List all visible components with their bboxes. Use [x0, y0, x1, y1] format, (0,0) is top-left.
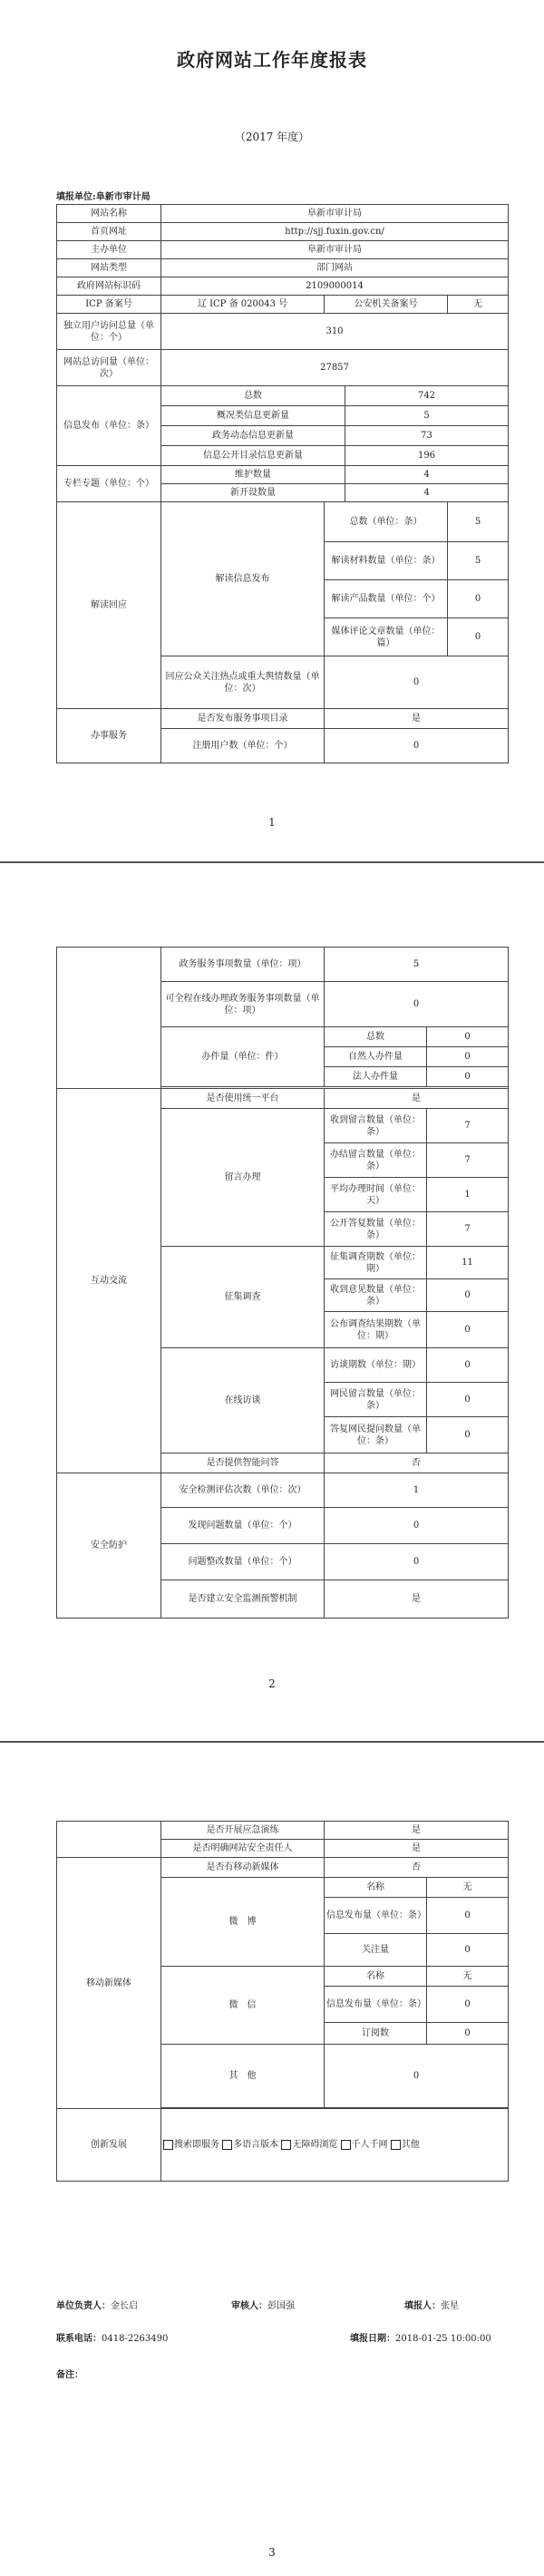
weibo-followers-value: 0 — [427, 1934, 509, 1967]
option-checkbox[interactable] — [222, 2140, 232, 2150]
monitor-mechanism-value: 是 — [325, 1580, 509, 1619]
weibo-posts-label: 信息发布量（单位：条） — [325, 1898, 427, 1934]
filler-field — [404, 2298, 459, 2311]
publish-group-label: 信息发布（单位：条） — [57, 386, 161, 466]
netizen-questions-value: 0 — [427, 1383, 509, 1417]
site-type-label: 网站类型 — [57, 259, 161, 277]
wechat-name-label: 名称 — [325, 1967, 427, 1987]
issues-fixed-value: 0 — [325, 1544, 509, 1580]
handle-count-label: 办件量（单位：件） — [161, 1027, 325, 1087]
innovation-options — [161, 2109, 509, 2182]
wechat-posts-label: 信息发布量（单位：条） — [325, 1987, 427, 2023]
date-value: 2018-01-25 10:00:00 — [395, 2334, 491, 2344]
interpret-group-label: 解读回应 — [57, 502, 161, 709]
reviewer-value: 彭国强 — [267, 2301, 295, 2311]
sponsor-label: 主办单位 — [57, 241, 161, 259]
report-page-3 — [0, 1750, 544, 2576]
weibo-name-label: 名称 — [325, 1878, 427, 1898]
interpret-material-value: 5 — [448, 542, 509, 580]
security-group-label: 安全防护 — [57, 1473, 161, 1619]
interview-periods-label: 访谈期数（单位：期） — [325, 1348, 427, 1383]
service-catalog-label: 是否发布服务事项目录 — [161, 709, 325, 729]
wechat-label: 微 信 — [161, 1967, 325, 2045]
service-group-label: 办事服务 — [57, 709, 161, 763]
site-code-label: 政府网站标识码 — [57, 277, 161, 296]
service-items-label: 政务服务事项数量（单位：项） — [161, 948, 325, 982]
publish-total-label: 总数 — [161, 386, 345, 406]
interpret-media-value: 0 — [448, 618, 509, 656]
respond-hotspot-label: 回应公众关注热点或重大舆情数量（单位：次） — [161, 656, 325, 709]
option-checkbox[interactable] — [163, 2140, 173, 2150]
service-group-cont — [57, 948, 161, 1089]
overview-updates-value: 5 — [345, 406, 509, 426]
reviewer-field — [231, 2298, 295, 2311]
interpret-total-label: 总数（单位：条） — [325, 502, 448, 542]
finished-messages-label: 办结留言数量（单位：条） — [325, 1143, 427, 1178]
site-type-value: 部门网站 — [161, 259, 509, 277]
wechat-posts-value: 0 — [427, 1987, 509, 2023]
security-checks-label: 安全检测评估次数（单位：次） — [161, 1473, 325, 1508]
survey-results-label: 公布调查结果期数（单位：期） — [325, 1312, 427, 1348]
column-group-label: 专栏专题（单位：个） — [57, 466, 161, 502]
option-checkbox[interactable] — [341, 2140, 351, 2150]
wechat-subscribers-label: 订阅数 — [325, 2023, 427, 2045]
filler-label: 填报人： — [404, 2301, 441, 2311]
security-group-cont — [57, 1822, 161, 1858]
received-messages-value: 7 — [427, 1109, 509, 1143]
interact-group-label: 互动交流 — [57, 1089, 161, 1473]
leader-value: 金长启 — [111, 2301, 138, 2311]
emergency-drill-label: 是否开展应急演练 — [161, 1822, 325, 1840]
online-items-value: 0 — [325, 982, 509, 1027]
wechat-name-value: 无 — [427, 1967, 509, 1987]
unique-visitors-value: 310 — [161, 314, 509, 350]
police-record-value: 无 — [448, 296, 509, 314]
legal-handle-value: 0 — [427, 1067, 509, 1087]
column-maintained-value: 4 — [345, 466, 509, 484]
other-media-value: 0 — [325, 2045, 509, 2108]
dynamic-updates-value: 73 — [345, 426, 509, 446]
report-table-part-1 — [56, 204, 509, 763]
interpret-material-label: 解读材料数量（单位：条） — [325, 542, 448, 580]
other-media-label: 其 他 — [161, 2045, 325, 2108]
interview-periods-value: 0 — [427, 1348, 509, 1383]
avg-handle-time-label: 平均办理时间（单位：天） — [325, 1178, 427, 1212]
publish-total-value: 742 — [345, 386, 509, 406]
monitor-mechanism-label: 是否建立安全监测预警机制 — [161, 1580, 325, 1619]
column-new-value: 4 — [345, 484, 509, 502]
option-multilingual: 多语言版本 — [233, 2140, 279, 2150]
answered-questions-label: 答复网民提问数量（单位：条） — [325, 1417, 427, 1453]
received-messages-label: 收到留言数量（单位：条） — [325, 1109, 427, 1143]
total-views-label: 网站总访问量（单位：次） — [57, 350, 161, 386]
online-items-label: 可全程在线办理政务服务事项数量（单位：项） — [161, 982, 325, 1027]
innovation-group-label: 创新发展 — [57, 2109, 161, 2182]
homepage-value: http://sjj.fuxin.gov.cn/ — [161, 223, 509, 241]
report-year: （2017 年度） — [234, 131, 310, 143]
option-search-service: 搜索即服务 — [174, 2140, 219, 2150]
avg-handle-time-value: 1 — [427, 1178, 509, 1212]
leader-label: 单位负责人： — [56, 2301, 111, 2311]
sponsor-value: 阜新市审计局 — [161, 241, 509, 259]
dynamic-updates-label: 政务动态信息更新量 — [161, 426, 345, 446]
phone-value: 0418-2263490 — [102, 2334, 169, 2344]
message-handling-label: 留言办理 — [161, 1109, 325, 1247]
report-page-1 — [0, 0, 544, 852]
filling-unit: 填报单位:阜新市审计局 — [56, 192, 151, 202]
interpret-total-value: 5 — [448, 502, 509, 542]
report-table-part-2 — [56, 947, 509, 1619]
site-name-value: 阜新市审计局 — [161, 205, 509, 223]
handle-total-value: 0 — [427, 1027, 509, 1047]
has-mobile-label: 是否有移动新媒体 — [161, 1858, 325, 1878]
weibo-followers-label: 关注量 — [325, 1934, 427, 1967]
smart-qa-value: 否 — [325, 1453, 509, 1473]
legal-handle-label: 法人办件量 — [325, 1067, 427, 1087]
security-owner-value: 是 — [325, 1840, 509, 1858]
phone-label: 联系电话： — [56, 2334, 102, 2344]
report-page-2 — [0, 870, 544, 1732]
wechat-subscribers-value: 0 — [427, 2023, 509, 2045]
filler-value: 张星 — [441, 2301, 459, 2311]
phone-field — [56, 2330, 168, 2344]
leader-field — [56, 2298, 138, 2311]
option-personalized: 千人千网 — [351, 2140, 388, 2150]
homepage-label: 首页网址 — [57, 223, 161, 241]
registered-users-label: 注册用户数（单位：个） — [161, 729, 325, 763]
registered-users-value: 0 — [325, 729, 509, 763]
catalog-updates-label: 信息公开目录信息更新量 — [161, 446, 345, 466]
security-checks-value: 1 — [325, 1473, 509, 1508]
note-label: 备注： — [56, 2370, 83, 2380]
netizen-questions-label: 网民留言数量（单位：条） — [325, 1383, 427, 1417]
weibo-name-value: 无 — [427, 1878, 509, 1898]
weibo-label: 微 博 — [161, 1878, 325, 1967]
survey-periods-value: 11 — [427, 1247, 509, 1279]
option-checkbox[interactable] — [281, 2140, 291, 2150]
security-owner-label: 是否明确网站安全责任人 — [161, 1840, 325, 1858]
page-number-3: 3 — [268, 2546, 276, 2559]
report-table-part-3 — [56, 1821, 509, 2182]
option-accessibility: 无障碍浏览 — [292, 2140, 338, 2150]
total-views-value: 27857 — [161, 350, 509, 386]
page-number-2: 2 — [268, 1677, 276, 1690]
survey-results-value: 0 — [427, 1312, 509, 1348]
opinions-label: 收到意见数量（单位：条） — [325, 1279, 427, 1312]
service-catalog-value: 是 — [325, 709, 509, 729]
column-new-label: 新开设数量 — [161, 484, 345, 502]
option-checkbox[interactable] — [391, 2140, 401, 2150]
interpret-product-label: 解读产品数量（单位：个） — [325, 580, 448, 618]
person-handle-label: 自然人办件量 — [325, 1047, 427, 1067]
page-number-1: 1 — [268, 816, 276, 829]
date-field — [350, 2330, 491, 2344]
issues-found-label: 发现问题数量（单位：个） — [161, 1508, 325, 1544]
smart-qa-label: 是否提供智能问答 — [161, 1453, 325, 1473]
page-divider — [0, 1741, 544, 1743]
interpret-sub-label: 解读信息发布 — [161, 502, 325, 656]
unified-platform-value: 是 — [325, 1089, 509, 1109]
issues-found-value: 0 — [325, 1508, 509, 1544]
public-replies-value: 7 — [427, 1212, 509, 1247]
reviewer-label: 审核人： — [231, 2301, 267, 2311]
unique-visitors-label: 独立用户访问总量（单位：个） — [57, 314, 161, 350]
police-record-label: 公安机关备案号 — [325, 296, 448, 314]
interpret-product-value: 0 — [448, 580, 509, 618]
has-mobile-value: 否 — [325, 1858, 509, 1878]
survey-periods-label: 征集调查期数（单位：期） — [325, 1247, 427, 1279]
answered-questions-value: 0 — [427, 1417, 509, 1453]
opinions-value: 0 — [427, 1279, 509, 1312]
weibo-posts-value: 0 — [427, 1898, 509, 1934]
person-handle-value: 0 — [427, 1047, 509, 1067]
icp-label: ICP 备案号 — [57, 296, 161, 314]
unified-platform-label: 是否使用统一平台 — [161, 1089, 325, 1109]
handle-total-label: 总数 — [325, 1027, 427, 1047]
respond-hotspot-value: 0 — [325, 656, 509, 709]
date-label: 填报日期： — [350, 2334, 395, 2344]
issues-fixed-label: 问题整改数量（单位：个） — [161, 1544, 325, 1580]
site-code-value: 2109000014 — [161, 277, 509, 296]
emergency-drill-value: 是 — [325, 1822, 509, 1840]
online-interview-label: 在线访谈 — [161, 1348, 325, 1453]
icp-value: 辽 ICP 备 020043 号 — [161, 296, 325, 314]
service-items-value: 5 — [325, 948, 509, 982]
site-name-label: 网站名称 — [57, 205, 161, 223]
option-other: 其他 — [401, 2140, 420, 2150]
survey-label: 征集调查 — [161, 1247, 325, 1348]
column-maintained-label: 维护数量 — [161, 466, 345, 484]
report-title: 政府网站工作年度报表 — [177, 49, 367, 71]
finished-messages-value: 7 — [427, 1143, 509, 1178]
catalog-updates-value: 196 — [345, 446, 509, 466]
page-divider — [0, 861, 544, 863]
mobile-group-label: 移动新媒体 — [57, 1858, 161, 2109]
public-replies-label: 公开答复数量（单位：条） — [325, 1212, 427, 1247]
overview-updates-label: 概况类信息更新量 — [161, 406, 345, 426]
interpret-media-label: 媒体评论文章数量（单位：篇） — [325, 618, 448, 656]
